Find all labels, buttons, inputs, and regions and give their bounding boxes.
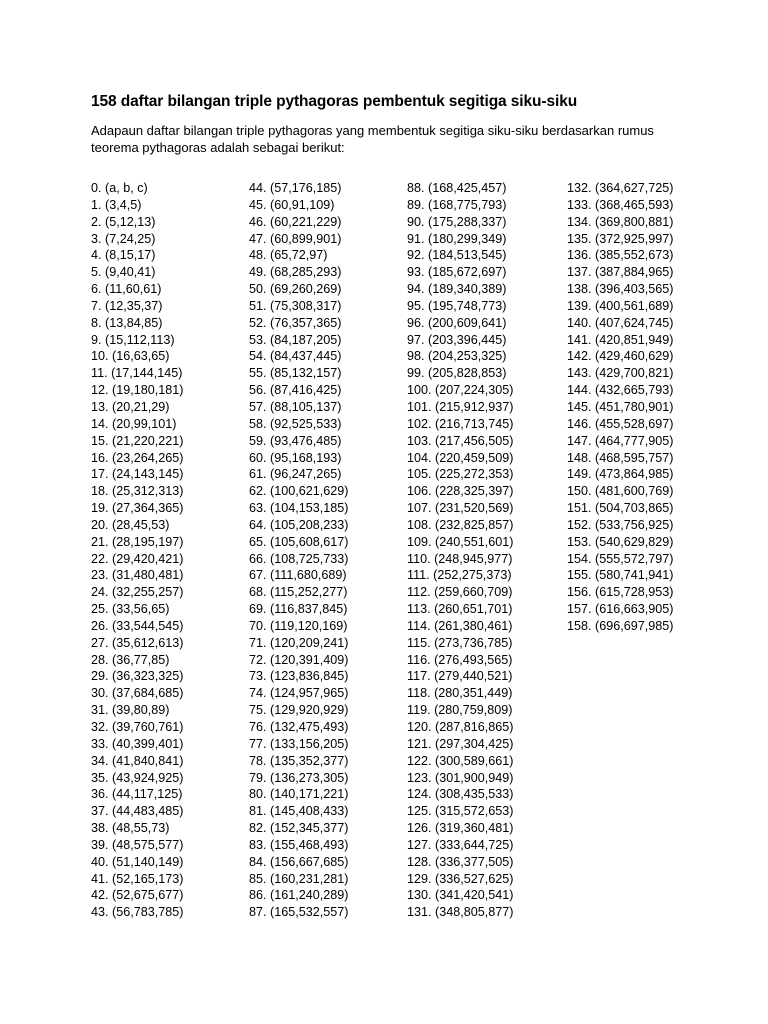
- triple-list-item: 150. (481,600,769): [567, 484, 674, 499]
- triple-list-item: 16. (23,264,265): [91, 450, 184, 465]
- triple-list-item: 60. (95,168,193): [249, 450, 342, 465]
- triple-list-item: 43. (56,783,785): [91, 905, 184, 920]
- triple-list-item: 46. (60,221,229): [249, 214, 342, 229]
- triple-list-item: 141. (420,851,949): [567, 332, 674, 347]
- triple-list-item: 78. (135,352,377): [249, 753, 349, 768]
- triple-list-item: 19. (27,364,365): [91, 501, 184, 516]
- triple-list-item: 71. (120,209,241): [249, 635, 349, 650]
- triple-list-item: 0. (a, b, c): [91, 181, 148, 195]
- intro-paragraph: Adapaun daftar bilangan triple pythagoras yang membentuk segitiga siku-siku berdasarkan rumus teorema pythagoras adalah sebagai berikut:: [91, 123, 654, 155]
- triple-list-item: 42. (52,675,677): [91, 888, 184, 903]
- triple-list-item: 74. (124,957,965): [249, 686, 349, 701]
- triple-list-item: 106. (228,325,397): [407, 484, 514, 499]
- triple-list-item: 11. (17,144,145): [91, 366, 183, 381]
- triple-list-item: 12. (19,180,181): [91, 383, 184, 398]
- triple-list-item: 85. (160,231,281): [249, 871, 349, 886]
- triple-list-item: 109. (240,551,601): [407, 534, 514, 549]
- triple-list-item: 129. (336,527,625): [407, 871, 514, 886]
- triple-list-item: 40. (51,140,149): [91, 854, 184, 869]
- triple-list-item: 59. (93,476,485): [249, 433, 342, 448]
- triple-column-3: [407, 180, 513, 921]
- triple-list-item: 138. (396,403,565): [567, 282, 674, 297]
- triple-list-item: 7. (12,35,37): [91, 298, 163, 313]
- triple-list-item: 33. (40,399,401): [91, 736, 184, 751]
- triple-list-item: 2. (5,12,13): [91, 214, 156, 229]
- triple-list-item: 103. (217,456,505): [407, 433, 514, 448]
- triple-list-item: 57. (88,105,137): [249, 399, 342, 414]
- triple-column-2: [249, 180, 348, 921]
- triple-list-item: 157. (616,663,905): [567, 602, 674, 617]
- triple-list-item: 63. (104,153,185): [249, 501, 349, 516]
- triple-list-item: 99. (205,828,853): [407, 366, 507, 381]
- triple-list-item: 20. (28,45,53): [91, 517, 170, 532]
- triple-list-item: 50. (69,260,269): [249, 282, 342, 297]
- triple-list-item: 29. (36,323,325): [91, 669, 184, 684]
- triple-list-item: 81. (145,408,433): [249, 804, 349, 819]
- triple-list-item: 32. (39,760,761): [91, 720, 184, 734]
- triple-list-item: 116. (276,493,565): [407, 652, 513, 667]
- triple-list-item: 140. (407,624,745): [567, 315, 674, 330]
- triple-list-item: 10. (16,63,65): [91, 349, 170, 364]
- triple-list-item: 153. (540,629,829): [567, 534, 674, 549]
- triple-list-item: 55. (85,132,157): [249, 366, 342, 381]
- triple-list-item: 25. (33,56,65): [91, 602, 170, 617]
- triple-list-item: 119. (280,759,809): [407, 703, 513, 718]
- triple-list-item: 51. (75,308,317): [249, 298, 342, 313]
- triple-list-item: 147. (464,777,905): [567, 433, 674, 448]
- triple-list-item: 146. (455,528,697): [567, 416, 674, 431]
- triple-list-item: 5. (9,40,41): [91, 265, 156, 280]
- triple-list-item: 123. (301,900,949): [407, 770, 514, 785]
- triple-list-item: 104. (220,459,509): [407, 450, 514, 465]
- triple-list-item: 127. (333,644,725): [407, 837, 514, 852]
- triple-list-item: 134. (369,800,881): [567, 214, 674, 229]
- triple-list-item: 23. (31,480,481): [91, 568, 184, 583]
- triple-list-item: 67. (111,680,689): [249, 568, 347, 583]
- triple-list-item: 61. (96,247,265): [249, 467, 342, 482]
- triple-list-item: 27. (35,612,613): [91, 635, 184, 650]
- triple-list-item: 37. (44,483,485): [91, 804, 184, 819]
- triple-list-item: 70. (119,120,169): [249, 618, 348, 633]
- triple-list-item: 118. (280,351,449): [407, 686, 513, 701]
- triple-list-item: 110. (248,945,977): [407, 551, 513, 566]
- triple-list-item: 135. (372,925,997): [567, 231, 674, 246]
- triple-list-item: 137. (387,884,965): [567, 265, 674, 280]
- triple-list-item: 117. (279,440,521): [407, 669, 513, 684]
- triple-list-item: 100. (207,224,305): [407, 383, 514, 398]
- triple-list-item: 22. (29,420,421): [91, 551, 184, 566]
- triple-list-item: 122. (300,589,661): [407, 753, 514, 768]
- triple-list-item: 72. (120,391,409): [249, 652, 349, 667]
- triple-list-item: 86. (161,240,289): [249, 888, 349, 903]
- triple-list-item: 155. (580,741,941): [567, 568, 674, 583]
- triple-list-item: 92. (184,513,545): [407, 248, 507, 263]
- triple-list-item: 91. (180,299,349): [407, 231, 507, 246]
- triple-list-item: 52. (76,357,365): [249, 315, 342, 330]
- triple-list-item: 3. (7,24,25): [91, 231, 156, 246]
- triple-list-item: 142. (429,460,629): [567, 349, 674, 364]
- triple-list-item: 102. (216,713,745): [407, 416, 514, 431]
- triple-list-item: 136. (385,552,673): [567, 248, 674, 263]
- triple-list-item: 128. (336,377,505): [407, 854, 514, 869]
- triple-list-item: 1. (3,4,5): [91, 197, 142, 212]
- triple-list-item: 75. (129,920,929): [249, 703, 349, 718]
- triple-list-item: 131. (348,805,877): [407, 905, 514, 920]
- triple-list-item: 148. (468,595,757): [567, 450, 674, 465]
- triple-list-item: 30. (37,684,685): [91, 686, 184, 701]
- triple-list-item: 68. (115,252,277): [249, 585, 348, 600]
- triple-list-item: 54. (84,437,445): [249, 349, 342, 364]
- triple-list-item: 125. (315,572,653): [407, 804, 514, 819]
- triple-list-item: 139. (400,561,689): [567, 298, 674, 313]
- triple-list-item: 156. (615,728,953): [567, 585, 674, 600]
- triple-list-item: 96. (200,609,641): [407, 315, 507, 330]
- triple-list-item: 132. (364,627,725): [567, 181, 674, 195]
- triple-list-item: 115. (273,736,785): [407, 635, 513, 650]
- page-title: 158 daftar bilangan triple pythagoras pembentuk segitiga siku-siku: [91, 93, 578, 110]
- triple-list-item: 114. (261,380,461): [407, 618, 513, 633]
- triple-list-item: 35. (43,924,925): [91, 770, 184, 785]
- triple-list-item: 9. (15,112,113): [91, 332, 175, 347]
- triple-list-item: 44. (57,176,185): [249, 181, 342, 195]
- triple-list-item: 152. (533,756,925): [567, 517, 674, 532]
- triple-list-item: 77. (133,156,205): [249, 736, 349, 751]
- triple-list-item: 158. (696,697,985): [567, 618, 674, 633]
- triple-list-item: 84. (156,667,685): [249, 854, 349, 869]
- triple-list-item: 108. (232,825,857): [407, 517, 514, 532]
- triple-list-item: 34. (41,840,841): [91, 753, 184, 768]
- triple-list-item: 149. (473,864,985): [567, 467, 674, 482]
- triple-list-item: 17. (24,143,145): [91, 467, 184, 482]
- triple-list-item: 143. (429,700,821): [567, 366, 674, 381]
- triple-list-item: 28. (36,77,85): [91, 652, 170, 667]
- triple-list-item: 151. (504,703,865): [567, 501, 674, 516]
- triple-list-item: 93. (185,672,697): [407, 265, 507, 280]
- triple-list-item: 154. (555,572,797): [567, 551, 674, 566]
- triple-column-1: [91, 180, 183, 921]
- triple-list-item: 80. (140,171,221): [249, 787, 349, 802]
- triple-list-item: 121. (297,304,425): [407, 736, 514, 751]
- triple-list-item: 145. (451,780,901): [567, 399, 674, 414]
- triple-list-item: 112. (259,660,709): [407, 585, 513, 600]
- triple-list-item: 94. (189,340,389): [407, 282, 507, 297]
- triple-list-item: 95. (195,748,773): [407, 298, 507, 313]
- triple-list-item: 83. (155,468,493): [249, 837, 349, 852]
- triple-list-item: 48. (65,72,97): [249, 248, 328, 263]
- triple-list-item: 47. (60,899,901): [249, 231, 342, 246]
- triple-list-item: 90. (175,288,337): [407, 214, 507, 229]
- triple-list-item: 62. (100,621,629): [249, 484, 349, 499]
- triple-list-item: 8. (13,84,85): [91, 315, 163, 330]
- triple-list-item: 45. (60,91,109): [249, 197, 335, 212]
- triple-list-item: 26. (33,544,545): [91, 618, 184, 633]
- triple-list-item: 113. (260,651,701): [407, 602, 513, 617]
- triple-column-4: [567, 180, 673, 635]
- triple-list-item: 58. (92,525,533): [249, 416, 342, 431]
- triple-list-item: 21. (28,195,197): [91, 534, 184, 549]
- triple-list-item: 87. (165,532,557): [249, 905, 349, 920]
- triple-list-item: 144. (432,665,793): [567, 383, 674, 398]
- triple-list-item: 18. (25,312,313): [91, 484, 184, 499]
- triple-list-item: 56. (87,416,425): [249, 383, 342, 398]
- triple-list-item: 4. (8,15,17): [91, 248, 156, 263]
- triple-list-item: 133. (368,465,593): [567, 197, 674, 212]
- triple-list-item: 69. (116,837,845): [249, 602, 348, 617]
- triple-list-item: 36. (44,117,125): [91, 787, 183, 802]
- triple-list-item: 73. (123,836,845): [249, 669, 349, 684]
- triple-list-item: 98. (204,253,325): [407, 349, 507, 364]
- triple-list-item: 15. (21,220,221): [91, 433, 184, 448]
- triple-list-item: 13. (20,21,29): [91, 399, 170, 414]
- triple-list-item: 82. (152,345,377): [249, 821, 349, 836]
- triple-list-item: 65. (105,608,617): [249, 534, 349, 549]
- triple-list-item: 14. (20,99,101): [91, 416, 177, 431]
- triple-list-item: 38. (48,55,73): [91, 821, 170, 836]
- triple-list-item: 111. (252,275,373): [407, 568, 512, 583]
- triple-list-item: 107. (231,520,569): [407, 501, 514, 516]
- triple-list-item: 39. (48,575,577): [91, 837, 184, 852]
- triple-list-item: 126. (319,360,481): [407, 821, 514, 836]
- triple-list-item: 66. (108,725,733): [249, 551, 349, 566]
- triple-list-item: 105. (225,272,353): [407, 467, 514, 482]
- triple-list-item: 79. (136,273,305): [249, 770, 349, 785]
- triple-list-item: 124. (308,435,533): [407, 787, 514, 802]
- triple-list-item: 64. (105,208,233): [249, 517, 349, 532]
- triple-list-item: 31. (39,80,89): [91, 703, 170, 718]
- triple-list-item: 76. (132,475,493): [249, 720, 349, 734]
- triple-list-item: 88. (168,425,457): [407, 181, 507, 195]
- triple-list-item: 41. (52,165,173): [91, 871, 184, 886]
- triple-list-item: 89. (168,775,793): [407, 197, 507, 212]
- triple-list-item: 24. (32,255,257): [91, 585, 184, 600]
- triple-list-item: 120. (287,816,865): [407, 720, 514, 734]
- triple-list-item: 53. (84,187,205): [249, 332, 342, 347]
- triple-list-item: 49. (68,285,293): [249, 265, 342, 280]
- triple-list-item: 97. (203,396,445): [407, 332, 507, 347]
- triple-list-item: 6. (11,60,61): [91, 282, 162, 297]
- triple-list-item: 101. (215,912,937): [407, 399, 514, 414]
- triple-list-item: 130. (341,420,541): [407, 888, 514, 903]
